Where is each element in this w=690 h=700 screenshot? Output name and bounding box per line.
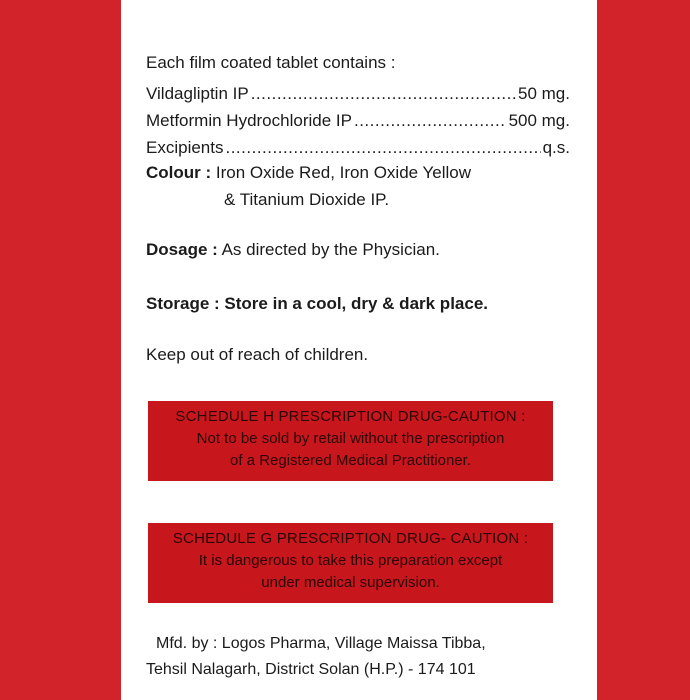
ingredient-name: Metformin Hydrochloride IP — [146, 111, 352, 130]
schedule-h-line2: of a Registered Medical Practitioner. — [230, 452, 471, 469]
leader-dots — [251, 84, 516, 104]
composition-heading: Each film coated tablet contains : — [146, 53, 396, 72]
storage-line — [146, 294, 488, 314]
composition-row — [146, 84, 570, 104]
schedule-g-line1: It is dangerous to take this preparation except — [198, 552, 503, 569]
ingredient-amount: 500 mg. — [508, 111, 570, 130]
composition-row — [146, 111, 570, 131]
children-warning: Keep out of reach of children. — [146, 345, 369, 364]
leader-dots — [354, 111, 507, 131]
storage-text: Store in a cool, dry & dark place. — [224, 294, 489, 313]
ingredient-amount: q.s. — [542, 138, 570, 157]
dosage-text: As directed by the Physician. — [221, 240, 440, 259]
leader-dots — [225, 138, 540, 158]
storage-label: Storage : — [146, 294, 220, 313]
ingredient-name: Vildagliptin IP — [146, 84, 249, 103]
schedule-g-caution-box — [148, 523, 553, 603]
manufacturer-line1: Mfd. by : Logos Pharma, Village Maissa Tibba, — [156, 635, 486, 652]
colour-continuation: & Titanium Dioxide IP. — [224, 190, 390, 209]
colour-label: Colour : — [146, 163, 212, 182]
left-red-edge — [0, 0, 121, 700]
schedule-g-title: SCHEDULE G PRESCRIPTION DRUG- CAUTION : — [172, 530, 529, 547]
ingredient-amount: 50 mg. — [518, 84, 570, 103]
schedule-h-line1: Not to be sold by retail without the prescription — [196, 430, 505, 447]
colour-text: Iron Oxide Red, Iron Oxide Yellow — [215, 163, 472, 182]
manufacturer-line2: Tehsil Nalagarh, District Solan (H.P.) - 174 101 — [146, 661, 476, 678]
schedule-h-caution-box — [148, 401, 553, 481]
composition-row — [146, 138, 570, 158]
schedule-g-line2: under medical supervision. — [261, 574, 440, 591]
right-red-edge — [597, 0, 690, 700]
colour-line — [146, 163, 471, 183]
ingredient-name: Excipients — [146, 138, 224, 157]
dosage-label: Dosage : — [146, 240, 218, 259]
dosage-line — [146, 240, 440, 260]
schedule-h-title: SCHEDULE H PRESCRIPTION DRUG-CAUTION : — [175, 408, 526, 425]
